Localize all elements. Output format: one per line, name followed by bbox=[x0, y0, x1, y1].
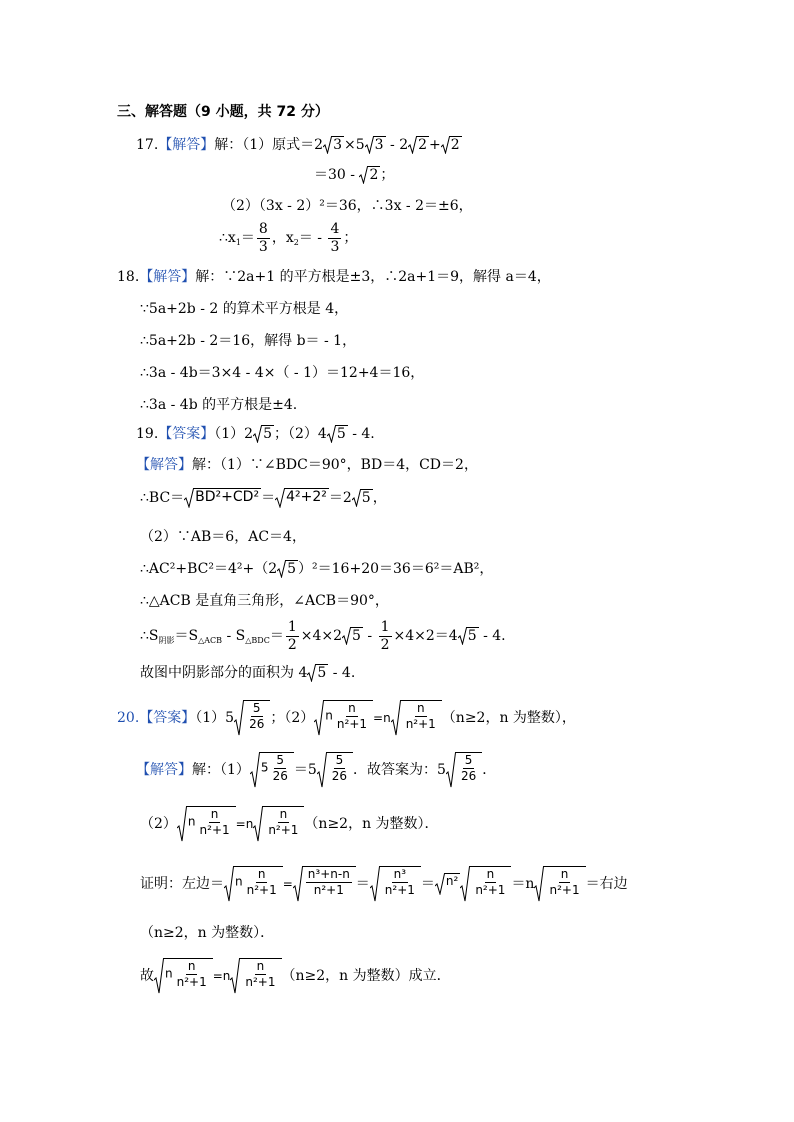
sqrt: BD²+CD² bbox=[184, 488, 261, 508]
q18-line-1: 18.【解答】解：∵2a+1 的平方根是±3，∴2a+1＝9，解得 a＝4， bbox=[117, 269, 551, 285]
sqrt: 5 bbox=[458, 627, 479, 645]
q20-proof-line: 证明：左边＝ n $\frac{n}{\text{n²+1}}$ = $\frac{\text{n³+n-n}}{\text{n²+1}}$ ＝ $\frac{\text{n³}}{\text{n²+1}}$ ＝ n² $\frac{n}{\text{n²+1}}$ ＝n $\frac{n}{\text{n²+1}}$ ＝右边 bbox=[140, 866, 628, 902]
q19-line-3: （2）∵AB＝6，AC＝4， bbox=[140, 529, 306, 545]
q20-number: 20. bbox=[117, 710, 140, 726]
sqrt: 2 bbox=[408, 136, 429, 154]
solution-tag: 【解答】 bbox=[136, 457, 192, 473]
q19-line-4: ∴AC²+BC²＝4²+（2 5 ）²＝16+20＝36＝6²＝AB²， bbox=[140, 561, 494, 577]
sqrt: n $\frac{n}{\text{n²+1}}$ bbox=[177, 806, 236, 842]
q19-line-2: ∴BC＝ BD²+CD² ＝ 4²+2² ＝2 5 ， bbox=[140, 489, 387, 506]
sqrt: 5 bbox=[277, 560, 298, 578]
q20-answer-line: 20.【答案】（1）5 $\frac{5}{26}$ ；（2） n $\frac{n}{\text{n²+1}}$ =n $\frac{n}{\text{n²+1}}$ （n≥2，n 为整数）， bbox=[117, 700, 576, 736]
q18-line-2: ∵5a+2b - 2 的算术平方根是 4， bbox=[140, 301, 349, 317]
q18-line-4: ∴3a - 4b＝3×4 - 4×（ - 1）＝12+4＝16， bbox=[140, 365, 425, 381]
fraction: $\frac{4}{3}$ bbox=[330, 221, 340, 255]
q17-number: 17. bbox=[136, 137, 159, 153]
sqrt: 5 bbox=[253, 425, 274, 443]
sqrt: $\frac{n}{\text{n²+1}}$ bbox=[460, 866, 511, 902]
fraction: $\frac{1}{2}$ bbox=[287, 619, 297, 653]
q20-line-4: （n≥2，n 为整数）． bbox=[140, 925, 275, 941]
sqrt: n $\frac{n}{\text{n²+1}}$ bbox=[314, 700, 373, 736]
q18-line-5: ∴3a - 4b 的平方根是±4. bbox=[140, 397, 298, 413]
sqrt: 5 bbox=[342, 627, 363, 645]
sqrt: n $\frac{n}{\text{n²+1}}$ bbox=[224, 866, 283, 902]
sqrt: $\frac{n}{\text{n²+1}}$ bbox=[253, 806, 304, 842]
q19-line-1: 【解答】解：（1）∵∠BDC＝90°，BD＝4，CD＝2， bbox=[136, 457, 478, 473]
sqrt: 5 bbox=[327, 425, 348, 443]
q19-line-5: ∴△ACB 是直角三角形，∠ACB＝90°， bbox=[140, 593, 389, 609]
sqrt: 5 bbox=[307, 664, 328, 682]
sqrt: $\frac{5}{26}$ bbox=[234, 700, 270, 736]
sqrt: $\frac{\text{n³+n-n}}{\text{n²+1}}$ bbox=[293, 866, 356, 902]
sqrt: $\frac{n}{\text{n²+1}}$ bbox=[391, 700, 442, 736]
q17-line-2: ＝30 - 2 ； bbox=[314, 167, 395, 183]
sqrt: 2 bbox=[441, 136, 462, 154]
solution-tag: 【解答】 bbox=[136, 762, 192, 778]
fraction: $\frac{1}{2}$ bbox=[380, 619, 390, 653]
section-title: 三、解答题（9 小题，共 72 分） bbox=[117, 104, 329, 120]
sqrt: $\frac{5}{26}$ bbox=[446, 752, 482, 788]
sqrt: 4²+2² bbox=[275, 488, 329, 508]
sqrt: 3 bbox=[323, 136, 344, 154]
q19-line-6: $\therefore S_{阴影}=S_{\triangle ACB} - S_{\triangle BDC}=$ $\frac{1}{2}$ ×4×2 5 - $\frac{1}{2}$ ×4×2＝4 5 - 4. bbox=[140, 619, 506, 653]
solution-tag: 【解答】 bbox=[139, 269, 196, 285]
q20-line-1: 【解答】解：（1） 5 $\frac{5}{26}$ ＝5 $\frac{5}{26}$ ．故答案为：5 $\frac{5}{26}$ ． bbox=[136, 752, 496, 788]
sqrt: $\frac{\text{n³}}{\text{n²+1}}$ bbox=[370, 866, 421, 902]
sqrt: 5 $\frac{5}{26}$ bbox=[250, 752, 294, 788]
q17-line-4: $\therefore x_1=$ $\frac{8}{3}$ ，$x_2=$ - $\frac{4}{3}$ ； bbox=[219, 221, 358, 255]
answer-tag: 【答案】 bbox=[139, 710, 196, 726]
sqrt: n $\frac{n}{\text{n²+1}}$ bbox=[154, 958, 213, 994]
q17-line-3: （2）（3x - 2）²＝36，∴3x - 2＝±6， bbox=[222, 198, 473, 214]
fraction: $\frac{8}{3}$ bbox=[258, 221, 268, 255]
solution-tag: 【解答】 bbox=[158, 137, 215, 153]
q18-number: 18. bbox=[117, 269, 140, 285]
q19-number: 19. bbox=[136, 426, 159, 442]
q19-line-7: 故图中阴影部分的面积为 4 5 - 4. bbox=[140, 665, 356, 681]
q20-conclusion-line: 故 n $\frac{n}{\text{n²+1}}$ =n $\frac{n}{\text{n²+1}}$ （n≥2，n 为整数）成立． bbox=[140, 958, 451, 994]
sqrt: $\frac{n}{\text{n²+1}}$ bbox=[534, 866, 585, 902]
sqrt: $\frac{n}{\text{n²+1}}$ bbox=[230, 958, 281, 994]
sqrt: 5 bbox=[352, 489, 373, 507]
q18-line-3: ∴5a+2b - 2＝16，解得 b＝ - 1， bbox=[140, 333, 357, 349]
q17-line-1: 17.【解答】解：（1）原式＝2 3 ×5 3 - 2 2 + 2 bbox=[136, 137, 460, 153]
q20-line-2: （2） n $\frac{n}{\text{n²+1}}$ =n $\frac{n}{\text{n²+1}}$ （n≥2，n 为整数）． bbox=[140, 806, 439, 842]
sqrt: $\frac{5}{26}$ bbox=[317, 752, 353, 788]
sqrt: 3 bbox=[365, 136, 386, 154]
answer-tag: 【答案】 bbox=[158, 426, 215, 442]
sqrt: 2 bbox=[359, 166, 380, 184]
q19-answer-line: 19.【答案】（1）2 5 ；（2）4 5 - 4. bbox=[136, 426, 375, 442]
sqrt: n² bbox=[435, 873, 460, 895]
